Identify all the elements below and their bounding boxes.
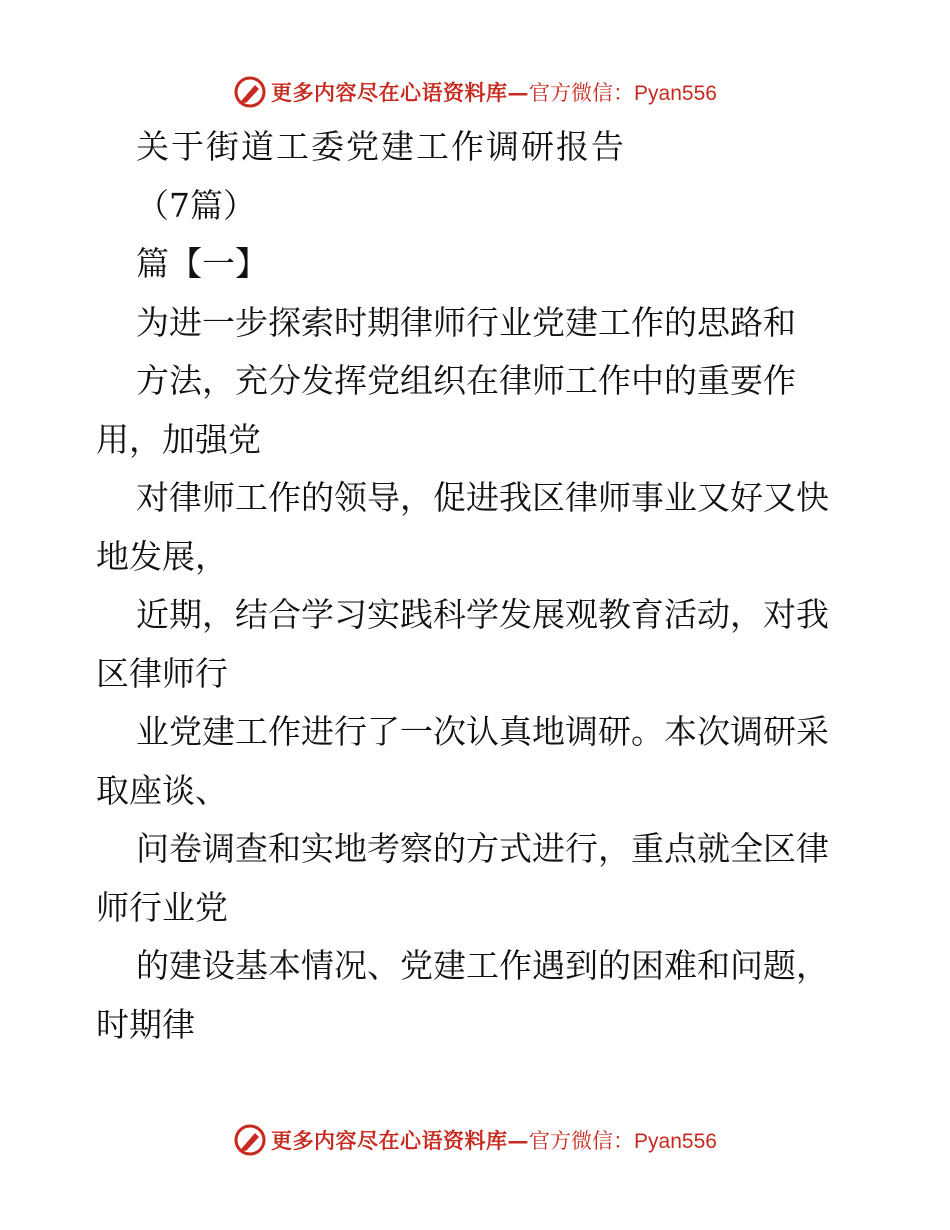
document-body bbox=[96, 118, 866, 1054]
banner-wechat: 官方微信：Pyan556 bbox=[529, 1130, 717, 1153]
paragraph-line: 对律师工作的领导，促进我区律师事业又好又快 bbox=[136, 478, 829, 517]
paragraph-line: 的建设基本情况、党建工作遇到的困难和问题， bbox=[136, 946, 829, 985]
banner-text: 更多内容尽在心语资料库— bbox=[271, 80, 530, 105]
paragraph-line: 用，加强党 bbox=[96, 419, 261, 459]
paragraph-line: 近期，结合学习实践科学发展观教育活动，对我 bbox=[136, 595, 829, 634]
footer-banner bbox=[0, 1120, 950, 1160]
paragraph-line: 方法，充分发挥党组织在律师工作中的重要作 bbox=[136, 361, 796, 400]
header-banner bbox=[0, 72, 950, 112]
document-title: 关于街道工委党建工作调研报告 bbox=[136, 127, 626, 166]
document-subtitle: （7篇） bbox=[136, 185, 256, 225]
paragraph-line: 取座谈、 bbox=[96, 770, 228, 810]
pen-logo-icon bbox=[233, 1123, 267, 1157]
paragraph-line: 时期律 bbox=[96, 1004, 195, 1044]
section-heading: 篇【一】 bbox=[136, 244, 268, 283]
paragraph-line: 区律师行 bbox=[96, 653, 228, 693]
paragraph-line: 为进一步探索时期律师行业党建工作的思路和 bbox=[136, 302, 796, 342]
paragraph-line: 问卷调查和实地考察的方式进行，重点就全区律 bbox=[136, 829, 829, 868]
paragraph-line: 业党建工作进行了一次认真地调研。本次调研采 bbox=[136, 712, 829, 751]
banner-wechat: 官方微信：Pyan556 bbox=[529, 82, 717, 105]
paragraph-line: 地发展， bbox=[96, 536, 228, 576]
paragraph-line: 师行业党 bbox=[96, 887, 228, 927]
banner-text: 更多内容尽在心语资料库— bbox=[271, 1128, 530, 1153]
pen-logo-icon bbox=[233, 75, 267, 109]
